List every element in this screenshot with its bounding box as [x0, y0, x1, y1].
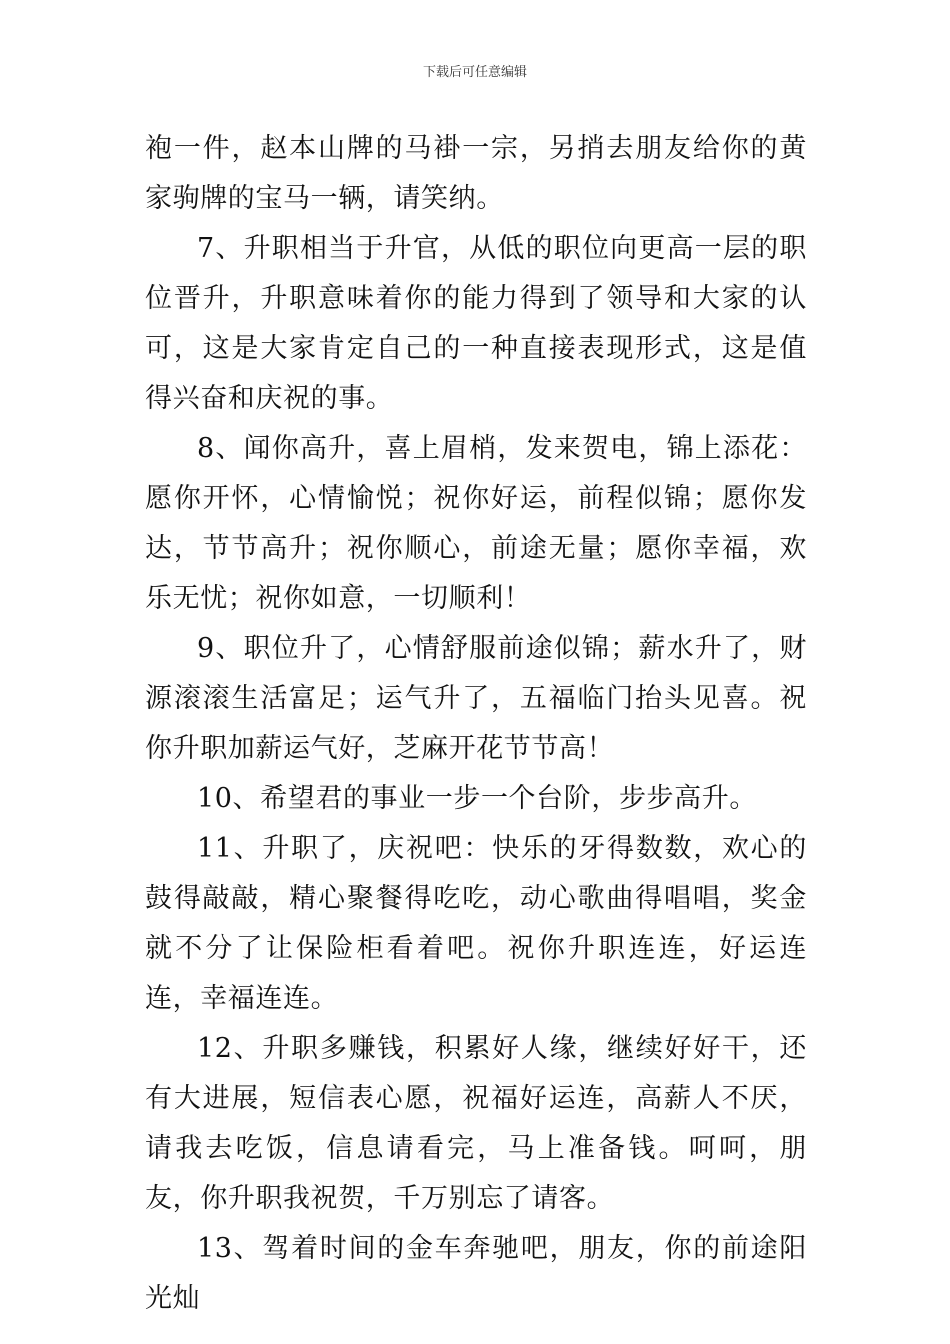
paragraph-item-7: 7、升职相当于升官，从低的职位向更高一层的职位晋升，升职意味着你的能力得到了领导和大家的认可，这是大家肯定自己的一种直接表现形式，这是值得兴奋和庆祝的事。 [145, 233, 807, 414]
paragraph-continuation: 袍一件，赵本山牌的马褂一宗，另捎去朋友给你的黄家驹牌的宝马一辆，请笑纳。 [145, 133, 807, 214]
paragraph-item-12: 12、升职多赚钱，积累好人缘，继续好好干，还有大进展，短信表心愿，祝福好运连，高薪人不厌，请我去吃饭，信息请看完，马上准备钱。呵呵，朋友，你升职我祝贺，千万别忘了请客。 [145, 1033, 807, 1214]
paragraph-item-13: 13、驾着时间的金车奔驰吧，朋友，你的前途阳光灿 [145, 1233, 807, 1314]
document-body [145, 124, 807, 1324]
paragraph-item-10: 10、希望君的事业一步一个台阶，步步高升。 [197, 783, 757, 814]
paragraph-item-11: 11、升职了，庆祝吧：快乐的牙得数数，欢心的鼓得敲敲，精心聚餐得吃吃，动心歌曲得唱唱，奖金就不分了让保险柜看着吧。祝你升职连连，好运连连，幸福连连。 [145, 833, 807, 1014]
paragraph-item-8: 8、闻你高升，喜上眉梢，发来贺电，锦上添花：愿你开怀，心情愉悦；祝你好运，前程似锦；愿你发达，节节高升；祝你顺心，前途无量；愿你幸福，欢乐无忧；祝你如意，一切顺利！ [145, 433, 807, 614]
page-header-note: 下载后可任意编辑 [422, 65, 527, 80]
paragraph-item-9: 9、职位升了，心情舒服前途似锦；薪水升了，财源滚滚生活富足；运气升了，五福临门抬头见喜。祝你升职加薪运气好，芝麻开花节节高！ [145, 633, 807, 764]
